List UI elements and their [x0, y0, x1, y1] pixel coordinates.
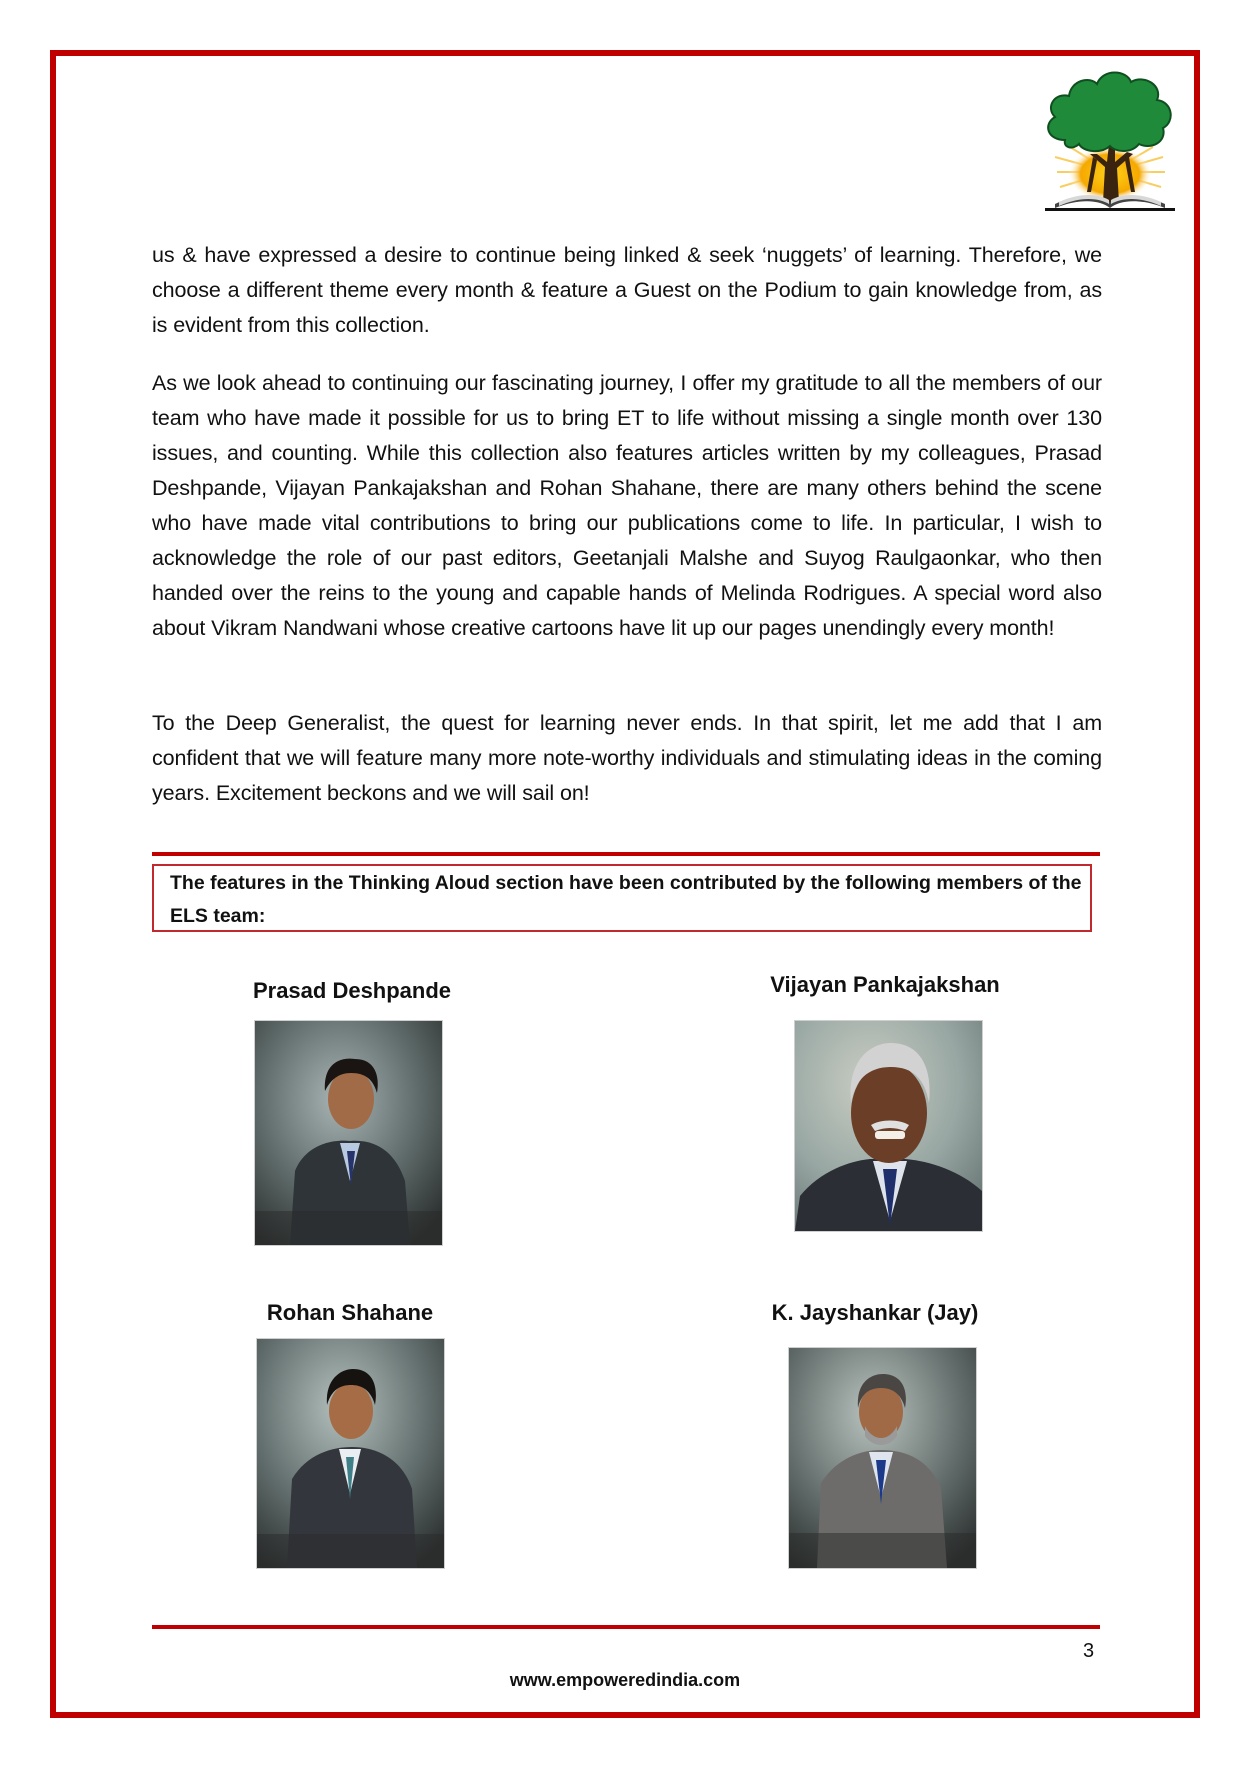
paragraph-intro-continued — [152, 238, 1102, 343]
member-name: Prasad Deshpande — [252, 978, 452, 1003]
paragraph-gratitude — [152, 366, 1102, 646]
section-divider — [152, 852, 1100, 856]
page-number: 3 — [1083, 1640, 1095, 1662]
callout-text: The features in the Thinking Aloud section have been contributed by the following members of the ELS team: — [170, 872, 1082, 927]
portrait-photo — [254, 1020, 443, 1246]
member-name: Vijayan Pankajakshan — [770, 972, 1000, 997]
paragraph-text: As we look ahead to continuing our fascinating journey, I offer my gratitude to all the members of our team who have made it possible for us to bring ET to life without missing a single month over 130 issues, and counting. While this collection also features articles written by my colleagues, Prasad Deshpande, Vijayan Pankajakshan and Rohan Shahane, there are many others behind the scene who have made vital contributions to bring our publications come to life. In particular, I wish to acknowledge the role of our past editors, Geetanjali Malshe and Suyog Raulgaonkar, who then handed over the reins to the young and capable hands of Melinda Rodrigues. A special word also about Vikram Nandwani whose creative cartoons have lit up our pages unendingly every month! — [152, 371, 1102, 640]
member-card — [252, 978, 452, 1004]
footer-url-text[interactable]: www.empoweredindia.com — [509, 1670, 741, 1690]
portrait-photo — [256, 1338, 445, 1569]
member-card — [250, 1300, 450, 1326]
member-card — [760, 1300, 990, 1326]
member-card — [760, 972, 1010, 998]
contributors-callout-box — [152, 864, 1092, 932]
paragraph-text: us & have expressed a desire to continue being linked & seek ‘nuggets’ of learning. Therefore, we choose a different theme every month & feature a Guest on the Podium to gain knowledge from, as is evident from this collection. — [152, 243, 1102, 337]
portrait-photo — [788, 1347, 977, 1569]
portrait-photo — [794, 1020, 983, 1232]
member-name: Rohan Shahane — [266, 1300, 434, 1325]
paragraph-closing — [152, 706, 1102, 811]
member-name: K. Jayshankar (Jay) — [771, 1300, 979, 1325]
paragraph-text: To the Deep Generalist, the quest for learning never ends. In that spirit, let me add that I am confident that we will feature many more note-worthy individuals and stimulating ideas in the coming years. Excitement beckons and we will sail on! — [152, 711, 1102, 805]
footer-website-link[interactable] — [0, 1670, 1250, 1691]
footer-divider — [152, 1625, 1100, 1629]
tree-book-logo-icon — [1035, 62, 1185, 220]
